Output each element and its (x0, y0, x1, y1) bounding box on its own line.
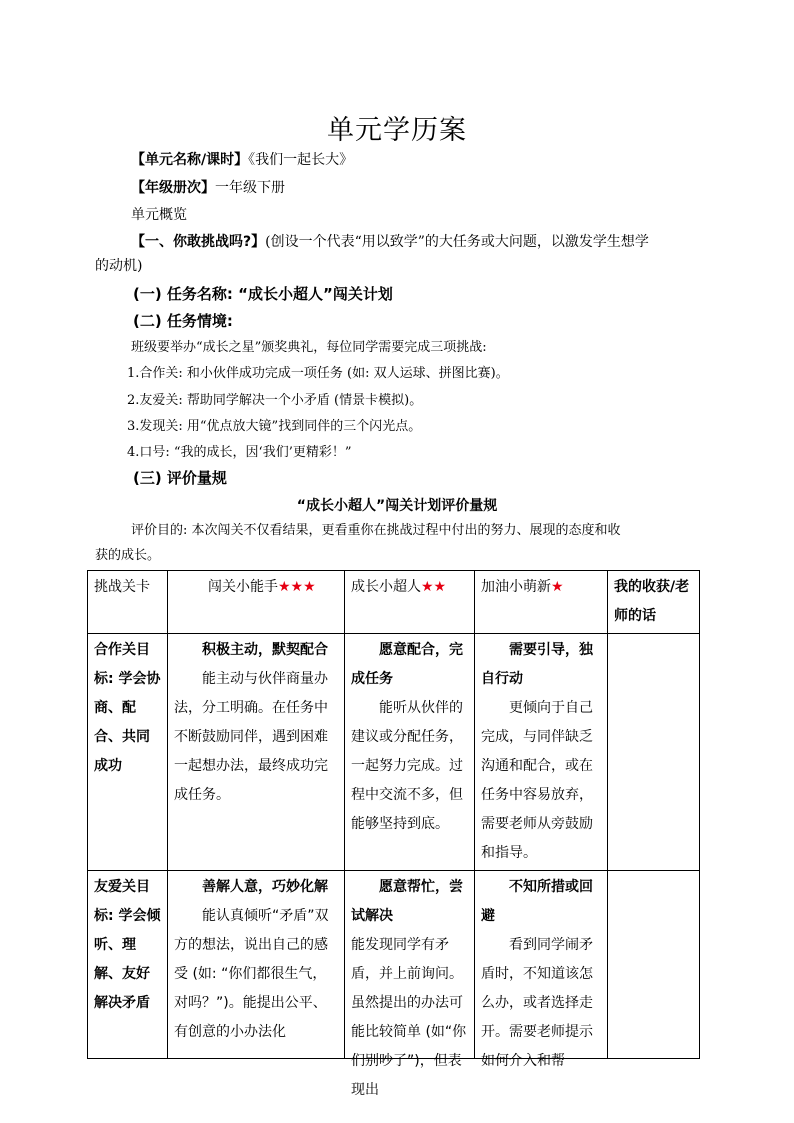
challenge-desc-1: (创设一个代表“用以致学”的大任务或大问题，以激发学生想学 (265, 234, 649, 250)
row-level-cooperation: 合作关目标: 学会协商、配合、共同成功 (88, 634, 168, 871)
item-1: 1.合作关: 和小伙伴成功完成一项任务 (如: 双人运球、拼图比赛)。 (127, 366, 509, 381)
header-level-2-label: 成长小超人 (351, 579, 421, 595)
table-header-row (88, 571, 700, 634)
row-2-level-2-text: 能发现同学有矛盾，并上前询问。虽然提出的办法可能比较简单 (如“你们别吵了”)，但表现出 (351, 937, 467, 1098)
header-level-3-label: 闯关小能手 (208, 579, 278, 595)
item-4: 4.口号: “我的成长，因‘我们’更精彩！” (127, 445, 352, 460)
header-challenge-level: 挑战关卡 (88, 571, 168, 634)
header-level-1-label: 加油小萌新 (481, 579, 551, 595)
situation-intro: 班级要举办“成长之星”颁奖典礼，每位同学需要完成三项挑战: (131, 340, 487, 355)
challenge-line (131, 232, 649, 252)
star-icon-1: ★ (551, 579, 564, 595)
grade-value: 一年级下册 (215, 180, 285, 196)
task-situation-heading: (二) 任务情境: (133, 312, 233, 330)
star-icon-2: ★★ (421, 579, 447, 595)
rubric-heading: (三) 评价量规 (133, 469, 227, 487)
row-level-friendship: 友爱关目标: 学会倾听、理解、友好解决矛盾 (88, 871, 168, 1059)
row-1-level-2-text: 能听从伙伴的建议或分配任务，一起努力完成。过程中交流不多，但能够坚持到底。 (351, 700, 463, 832)
unit-name-label: 【单元名称/课时】 (131, 152, 249, 168)
item-3: 3.发现关: 用“优点放大镜”找到同伴的三个闪光点。 (127, 419, 422, 434)
row-1-level-1-text: 更倾向于自己完成，与同伴缺乏沟通和配合，或在任务中容易放弃，需要老师从旁鼓励和指导。 (481, 700, 593, 861)
row-2-level-3-text: 能认真倾听“矛盾”双方的想法，说出自己的感受 (如: “你们都很生气，对吗？”)。能提出公平、有创意的小办法化 (174, 908, 329, 1040)
table-row (88, 871, 700, 1059)
rubric-purpose-1: 评价目的: 本次闯关不仅看结果，更看重你在挑战过程中付出的努力、展现的态度和收 (131, 523, 621, 538)
row-1-notes (608, 634, 700, 871)
row-2-level-1-title: 不知所措或回避 (481, 879, 593, 924)
task-name-heading: (一) 任务名称: “成长小超人”闯关计划 (133, 285, 393, 303)
row-2-level-1 (475, 871, 608, 1069)
rubric-table (87, 570, 700, 1098)
row-1-level-1 (475, 634, 608, 871)
header-level-1 (475, 571, 608, 634)
row-2-level-3-title: 善解人意，巧妙化解 (202, 879, 328, 895)
row-2-level-3 (168, 871, 345, 1059)
item-2: 2.友爱关: 帮助同学解决一个小矛盾 (情景卡模拟)。 (127, 393, 423, 408)
row-1-level-3-title: 积极主动，默契配合 (202, 642, 328, 658)
star-icon-3: ★★★ (278, 579, 316, 595)
row-1-level-3-text: 能主动与伙伴商量办法，分工明确。在任务中不断鼓励同伴，遇到困难一起想办法，最终成功完成任务。 (174, 671, 328, 803)
rubric-purpose-2: 获的成长。 (95, 548, 161, 563)
row-2-level-1-text: 看到同学闹矛盾时，不知道该怎么办，或者选择走开。需要老师提示如何介入和帮 (481, 937, 593, 1069)
header-notes: 我的收获/老师的话 (608, 571, 700, 634)
row-2-level-2-title: 愿意帮忙，尝试解决 (351, 879, 463, 924)
challenge-desc-2: 的动机) (95, 258, 143, 274)
challenge-label: 【一、你敢挑战吗?】 (131, 234, 266, 250)
header-level-3 (168, 571, 345, 634)
unit-name-line (131, 150, 353, 170)
rubric-title: “成长小超人”闯关计划评价量规 (296, 498, 498, 514)
row-2-notes (608, 871, 700, 1059)
grade-label: 【年级册次】 (131, 180, 215, 196)
row-1-level-1-title: 需要引导，独自行动 (481, 642, 593, 687)
overview-heading: 单元概览 (131, 207, 187, 223)
table-row (88, 634, 700, 871)
unit-name-value: 《我们一起长大》 (248, 152, 354, 168)
page-title: 单元学历案 (327, 115, 467, 146)
row-2-level-2 (345, 871, 475, 1098)
row-1-level-2-title: 愿意配合，完成任务 (351, 642, 463, 687)
grade-line (131, 178, 285, 198)
row-1-level-2 (345, 634, 475, 871)
row-1-level-3 (168, 634, 345, 871)
header-level-2 (345, 571, 475, 634)
